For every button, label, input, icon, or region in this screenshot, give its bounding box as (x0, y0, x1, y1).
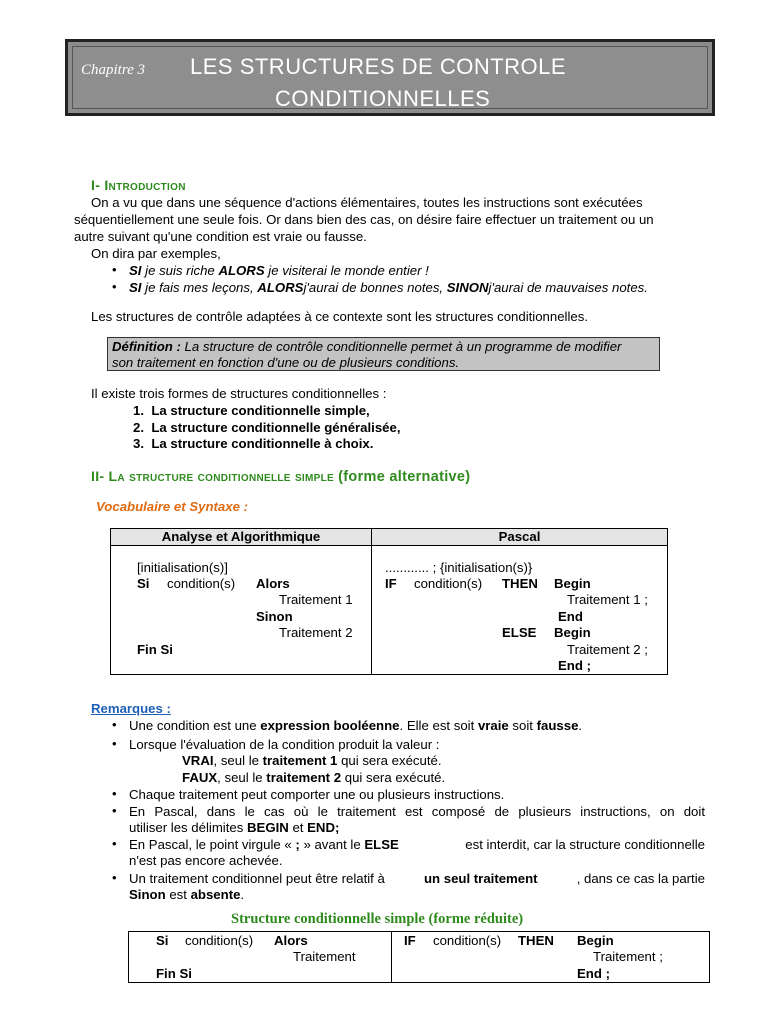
form-item-number: 2. (133, 420, 144, 435)
remark-4-et: et (292, 820, 304, 835)
banner-inner (72, 46, 708, 109)
reduced-form-caption: Structure conditionnelle simple (forme réduite) (231, 911, 524, 927)
bullet-icon: • (112, 279, 117, 294)
reduced-begin: Begin (577, 933, 614, 948)
form-item-number: 3. (133, 436, 144, 451)
faux-text-a: , seul le (217, 770, 263, 785)
example-1-si: SI (129, 263, 142, 278)
chapter-title-line2: CONDITIONNELLES (275, 86, 491, 111)
form-item-label: La structure conditionnelle simple, (151, 403, 370, 418)
algo-sinon: Sinon (256, 609, 293, 624)
pascal-condition: condition(s) (414, 576, 483, 591)
intro-paragraph-line1: On a vu que dans une séquence d'actions élémentaires, toutes les instructions sont exécutées (91, 195, 643, 210)
pascal-traitement1: Traitement 1 ; (567, 592, 648, 607)
intro-context-sentence: Les structures de contrôle adaptées à ce contexte sont les structures conditionnelles. (91, 309, 589, 324)
example-1-text-b: je visiterai le monde entier ! (268, 263, 429, 278)
syntax-col-algo: Analyse et Algorithmique (111, 529, 372, 546)
remark-2-vrai (182, 753, 442, 768)
reduced-end: End ; (577, 966, 610, 981)
syntax-pascal-cell (372, 546, 668, 675)
chapter-title-line1: LES STRUCTURES DE CONTROLE (190, 54, 567, 79)
form-item-1 (133, 403, 370, 418)
bullet-icon: • (112, 870, 117, 885)
remark-2-faux (182, 770, 445, 785)
bullet-icon: • (112, 717, 117, 732)
remarks-title: Remarques : (91, 701, 171, 716)
reduced-pascal-cell (392, 932, 710, 983)
remark-6-text-c: , dans ce cas la partie (576, 871, 705, 886)
vrai-text-c: qui sera exécuté. (341, 753, 442, 768)
form-item-label: La structure conditionnelle à choix. (151, 436, 374, 451)
remark-3: Chaque traitement peut comporter une ou plusieurs instructions. (129, 787, 505, 802)
algo-traitement2: Traitement 2 (279, 625, 353, 640)
bullet-icon: • (112, 736, 117, 751)
remark-2: Lorsque l'évaluation de la condition produit la valeur : (129, 737, 440, 752)
forms-lead: Il existe trois formes de structures conditionnelles : (91, 386, 387, 401)
reduced-algo-cell (129, 932, 392, 983)
intro-heading-text: Introduction (104, 177, 186, 193)
reduced-condition-pascal: condition(s) (433, 933, 502, 948)
remark-5-else: ELSE (364, 837, 399, 852)
intro-heading-number: I- (91, 177, 101, 193)
pascal-if: IF (385, 576, 397, 591)
remark-1-dot: . (578, 718, 583, 733)
reduced-traitement: Traitement (293, 949, 356, 964)
faux-label: FAUX (182, 770, 218, 785)
remark-5-text-c: est interdit, car la structure conditionnelle (465, 837, 705, 852)
remark-6-est: est (169, 887, 187, 902)
example-2-text-b: j'aurai de bonnes notes, (303, 280, 444, 295)
example-1-text-a: je suis riche (145, 263, 215, 278)
example-2-sinon: SINON (446, 280, 489, 295)
definition-line1: La structure de contrôle conditionnelle permet à un programme de modifier (184, 339, 622, 354)
remark-4-begin: BEGIN (247, 820, 289, 835)
algo-alors: Alors (256, 576, 290, 591)
algo-condition: condition(s) (167, 576, 236, 591)
intro-paragraph-line3: autre suivant qu'une condition est vraie ou fausse. (74, 229, 367, 244)
faux-text-c: qui sera exécuté. (344, 770, 446, 785)
chapter-banner (65, 39, 715, 116)
remark-1 (129, 718, 582, 733)
intro-paragraph-line2: séquentiellement une seule fois. Or dans bien des cas, on désire faire effectuer un traitement ou un (74, 212, 654, 227)
remark-1-vraie: vraie (477, 718, 509, 733)
example-2-si: SI (129, 280, 142, 295)
remark-1-fausse: fausse (536, 718, 579, 733)
form-item-label: La structure conditionnelle généralisée, (151, 420, 401, 435)
syntax-table (110, 528, 668, 675)
example-1-alors: ALORS (218, 263, 265, 278)
form-item-2 (133, 420, 401, 435)
vrai-text-a: , seul le (213, 753, 259, 768)
remark-6-text-a: Un traitement conditionnel peut être relatif à (129, 871, 385, 886)
remark-1-soit: soit (512, 718, 533, 733)
remark-6-line1 (129, 871, 705, 886)
remark-5-line1 (129, 837, 705, 852)
example-2-text-c: j'aurai de mauvaises notes. (488, 280, 648, 295)
definition-box (107, 337, 660, 371)
algo-traitement1: Traitement 1 (279, 592, 353, 607)
form-item-3 (133, 436, 373, 451)
vrai-traitement: traitement 1 (262, 753, 338, 768)
reduced-form-table (128, 931, 710, 983)
form-item-number: 1. (133, 403, 144, 418)
vocab-syntax-label: Vocabulaire et Syntaxe : (96, 499, 248, 514)
definition-label: Définition : (112, 339, 181, 354)
example-2-text-a: je fais mes leçons, (145, 280, 254, 295)
reduced-if: IF (404, 933, 416, 948)
vrai-label: VRAI (182, 753, 214, 768)
pascal-begin2: Begin (554, 625, 591, 640)
remark-1-text-c: . Elle est soit (399, 718, 475, 733)
remark-4-end: END; (307, 820, 340, 835)
pascal-end2: End ; (558, 658, 591, 673)
section2-heading (91, 468, 470, 485)
remark-6-bold: un seul traitement (423, 871, 538, 886)
chapter-label: Chapitre 3 (81, 62, 146, 78)
pascal-end1: End (558, 609, 583, 624)
reduced-finsi: Fin Si (156, 966, 192, 981)
remark-4-line1: En Pascal, dans le cas où le traitement est composé de plusieurs instructions, on doit (129, 804, 705, 819)
section2-heading-suffix: (forme alternative) (338, 469, 471, 485)
example-2 (129, 280, 648, 295)
pascal-then: THEN (502, 576, 538, 591)
remark-4-text: utiliser les délimites (129, 820, 244, 835)
remark-6-sinon: Sinon (129, 887, 166, 902)
intro-heading (91, 177, 186, 193)
reduced-condition: condition(s) (185, 933, 254, 948)
remark-4-line2 (129, 820, 339, 835)
remark-5-line2: n'est pas encore achevée. (129, 853, 283, 868)
section2-heading-text: La structure conditionnelle simple (108, 468, 334, 484)
syntax-col-pascal: Pascal (372, 529, 668, 546)
remark-5-text-b: » avant le (299, 837, 361, 852)
remark-6-dot: . (240, 887, 245, 902)
intro-examples-lead: On dira par exemples, (91, 246, 221, 261)
remark-5-semicolon: ; (295, 837, 300, 852)
bullet-icon: • (112, 786, 117, 801)
syntax-algo-cell (111, 546, 372, 675)
pascal-begin1: Begin (554, 576, 591, 591)
reduced-then: THEN (518, 933, 554, 948)
bullet-icon: • (112, 803, 117, 818)
remark-1-bold-b: expression booléenne (260, 718, 400, 733)
reduced-traitement-pascal: Traitement ; (593, 949, 663, 964)
algo-si: Si (137, 576, 150, 591)
section2-heading-number: II- (91, 468, 105, 484)
remark-6-absente: absente (190, 887, 241, 902)
definition-line2: son traitement en fonction d'une ou de plusieurs conditions. (112, 355, 460, 370)
remark-1-text-a: Une condition est une (129, 718, 257, 733)
pascal-traitement2: Traitement 2 ; (567, 642, 648, 657)
algo-finsi: Fin Si (137, 642, 173, 657)
example-1 (129, 263, 429, 278)
example-2-alors: ALORS (257, 280, 304, 295)
algo-init: [initialisation(s)] (137, 560, 228, 575)
bullet-icon: • (112, 836, 117, 851)
bullet-icon: • (112, 262, 117, 277)
pascal-else: ELSE (502, 625, 537, 640)
remark-5-text-a: En Pascal, le point virgule « (129, 837, 296, 852)
reduced-alors: Alors (274, 933, 308, 948)
remark-6-line2 (129, 887, 244, 902)
faux-traitement: traitement 2 (266, 770, 342, 785)
pascal-init: ............ ; {initialisation(s)} (385, 560, 533, 575)
reduced-si: Si (156, 933, 169, 948)
